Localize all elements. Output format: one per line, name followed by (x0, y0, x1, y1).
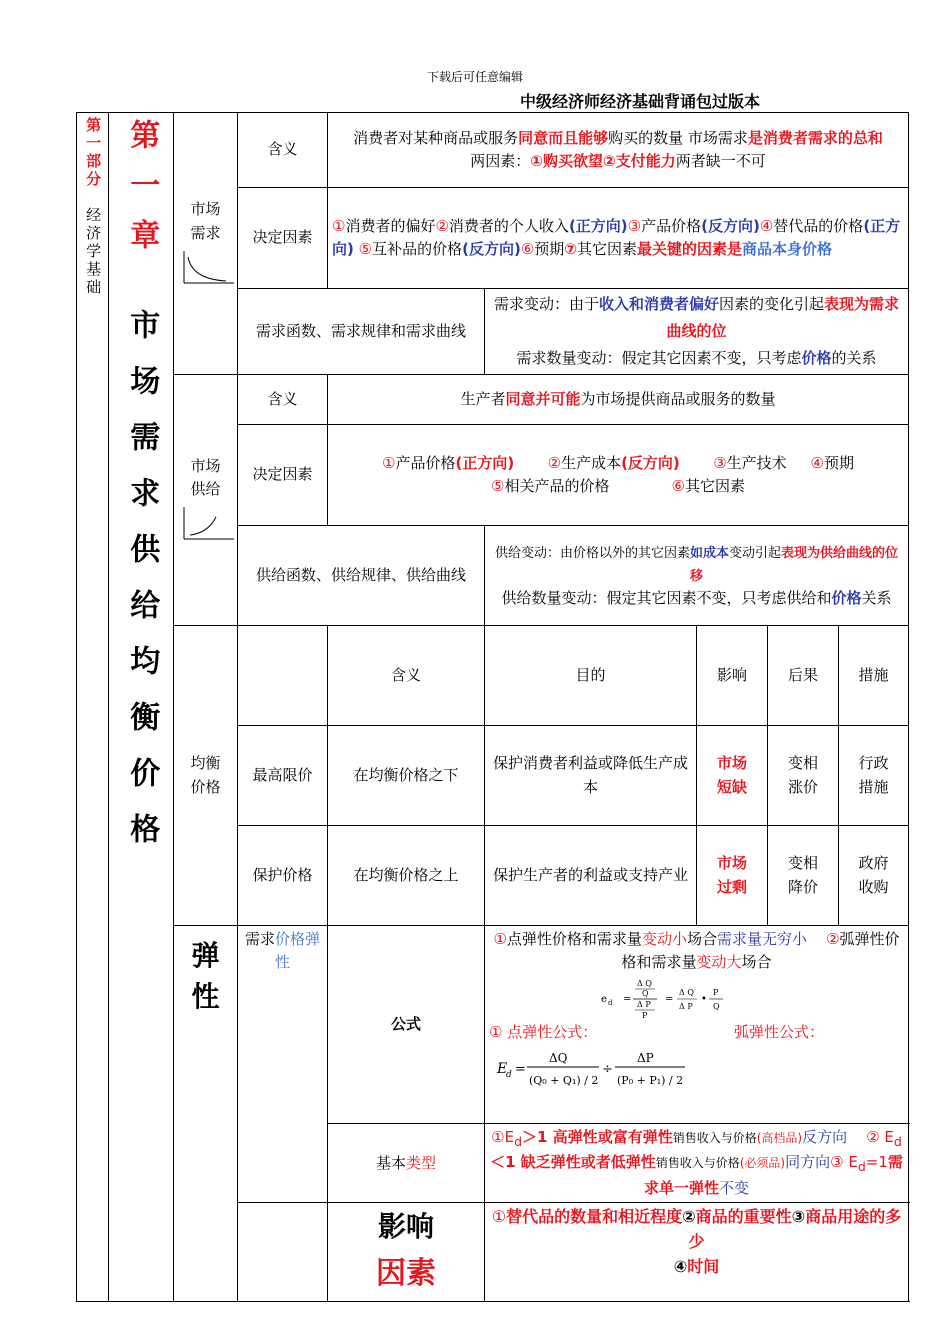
basic-types-label: 基本类型 (328, 1124, 485, 1203)
formula-label: 公式 (328, 926, 485, 1124)
ceiling-price-name: 最高限价 (238, 726, 328, 826)
chapter-label: 第一章 (124, 119, 160, 269)
ceiling-price-measure: 行政措施 (839, 726, 909, 826)
svg-text:P: P (713, 987, 719, 997)
influence-factors: ①替代品的数量和相近程度②商品的重要性③商品用途的多少 ④时间 (485, 1203, 909, 1302)
demand-meaning: 消费者对某种商品或服务同意而且能够购买的数量 市场需求是消费者需求的总和 两因素：①购买欲望②支付能力两者缺一不可 (328, 113, 909, 188)
floor-price-meaning: 在均衡价格之上 (328, 826, 485, 926)
supply-factors-label: 决定因素 (238, 425, 328, 526)
formula-labels (489, 1021, 904, 1044)
floor-price-result: 变相降价 (768, 826, 839, 926)
svg-text:d: d (608, 998, 613, 1007)
svg-text:e: e (601, 993, 607, 1005)
floor-price-measure: 政府收购 (839, 826, 909, 926)
header-meaning: 含义 (328, 626, 485, 726)
svg-text:ΔP: ΔP (637, 1050, 654, 1065)
supply-meaning: 生产者同意并可能为市场提供商品或服务的数量 (328, 375, 909, 425)
equilibrium-label: 均衡价格 (190, 754, 221, 796)
header-purpose: 目的 (485, 626, 697, 726)
supply-curve-icon (178, 505, 238, 545)
equilibrium-label-cell (174, 626, 238, 926)
header-result: 后果 (768, 626, 839, 726)
floor-price-name: 保护价格 (238, 826, 328, 926)
document-title: 中级经济师经济基础背诵包过版本 (520, 92, 761, 111)
floor-price-impact: 市场过剩 (697, 826, 768, 926)
ceiling-price-purpose: 保护消费者利益或降低生产成本 (485, 726, 697, 826)
part-label: 第一部分 (84, 117, 103, 189)
svg-text:E: E (497, 1060, 508, 1077)
demand-curve-icon (178, 249, 238, 289)
chapter-cell (109, 113, 174, 1302)
supply-label-cell (174, 375, 238, 626)
demand-factors-label: 决定因素 (238, 188, 328, 289)
elasticity-formula (489, 975, 909, 1021)
header-impact: 影响 (697, 626, 768, 726)
demand-label-cell (174, 113, 238, 375)
ceiling-price-impact: 市场短缺 (697, 726, 768, 826)
demand-label: 市场需求 (190, 200, 221, 242)
svg-text:=: = (623, 993, 632, 1005)
formula-content (485, 926, 909, 1124)
study-table (76, 112, 909, 1302)
svg-text:=: = (665, 993, 674, 1005)
svg-text:=: = (515, 1061, 526, 1077)
equilibrium-blank (238, 626, 328, 726)
download-note: 下载后可任意编辑 (427, 70, 524, 84)
svg-text:(Q₀ + Q₁) / 2: (Q₀ + Q₁) / 2 (529, 1073, 599, 1087)
svg-text:Δ Q: Δ Q (637, 978, 652, 988)
elasticity-label-cell (174, 926, 238, 1302)
arc-elasticity-formula (489, 1046, 749, 1094)
supply-function: 供给函数、供给规律、供给曲线 (238, 526, 485, 626)
part-name: 经济学基础 (84, 207, 103, 297)
elasticity-blank (238, 1203, 328, 1302)
ceiling-price-result: 变相涨价 (768, 726, 839, 826)
demand-meaning-label: 含义 (238, 113, 328, 188)
svg-text:(P₀ + P₁) / 2: (P₀ + P₁) / 2 (617, 1073, 684, 1087)
price-elasticity-label-1: 需求 (244, 930, 275, 948)
svg-text:Δ P: Δ P (679, 1001, 693, 1011)
price-elasticity-cell (238, 926, 328, 1203)
svg-text:Q: Q (713, 1001, 720, 1011)
svg-text:•: • (701, 993, 707, 1005)
svg-text:÷: ÷ (602, 1061, 613, 1077)
point-elasticity-label: ① 点弹性公式： (489, 1022, 598, 1041)
basic-types: $①E_d>1$ 高弹性或富有弹性销售收入与价格(高档品)反方向 ② $E_d<1$ 缺乏弹性或者低弹性销售收入与价格(必须品)同方向③ $E_d=1$需求单一弹性不变 (485, 1124, 909, 1203)
elasticity-label: 弹性 (191, 939, 220, 1013)
demand-function: 需求函数、需求规律和需求曲线 (238, 289, 485, 375)
svg-text:Δ P: Δ P (637, 999, 651, 1009)
formula-description: ①点弹性价格和需求量变动小场合需求量无穷小 ②弧弹性价格和需求量变动大场合 (493, 930, 900, 972)
arc-elasticity-label: 弧弹性公式： (734, 1022, 825, 1041)
ceiling-price-meaning: 在均衡价格之下 (328, 726, 485, 826)
part-cell (77, 113, 109, 1302)
price-elasticity-label-2: 价格弹性 (274, 930, 321, 972)
svg-text:ΔQ: ΔQ (549, 1050, 568, 1065)
demand-change: 需求变动：由于收入和消费者偏好因素的变化引起表现为需求曲线的位 需求数量变动：假定其它因素不变，只考虑价格的关系 (485, 289, 909, 375)
svg-text:Q: Q (642, 988, 649, 998)
svg-text:d: d (506, 1069, 512, 1080)
influence-factors-label: 影响 因素 (328, 1203, 485, 1302)
demand-factors: ①消费者的偏好②消费者的个人收入(正方向)③产品价格(反方向)④替代品的价格(正方向) ⑤互补品的价格(反方向)⑥预期⑦其它因素最关键的因素是商品本身价格 (328, 188, 909, 289)
supply-meaning-label: 含义 (238, 375, 328, 425)
header-measure: 措施 (839, 626, 909, 726)
floor-price-purpose: 保护生产者的利益或支持产业 (485, 826, 697, 926)
supply-label: 市场供给 (190, 456, 221, 498)
chapter-title: 市场需求供给均衡价格 (124, 309, 160, 869)
supply-factors: ①产品价格(正方向) ②生产成本(反方向) ③生产技术 ④预期 ⑤相关产品的价格 ⑥其它因素 (328, 425, 909, 526)
supply-change: 供给变动：由价格以外的其它因素如成本变动引起表现为供给曲线的位移 供给数量变动：假定其它因素不变，只考虑供给和价格关系 (485, 526, 909, 626)
svg-text:Δ Q: Δ Q (679, 987, 694, 997)
svg-text:P: P (642, 1010, 648, 1020)
